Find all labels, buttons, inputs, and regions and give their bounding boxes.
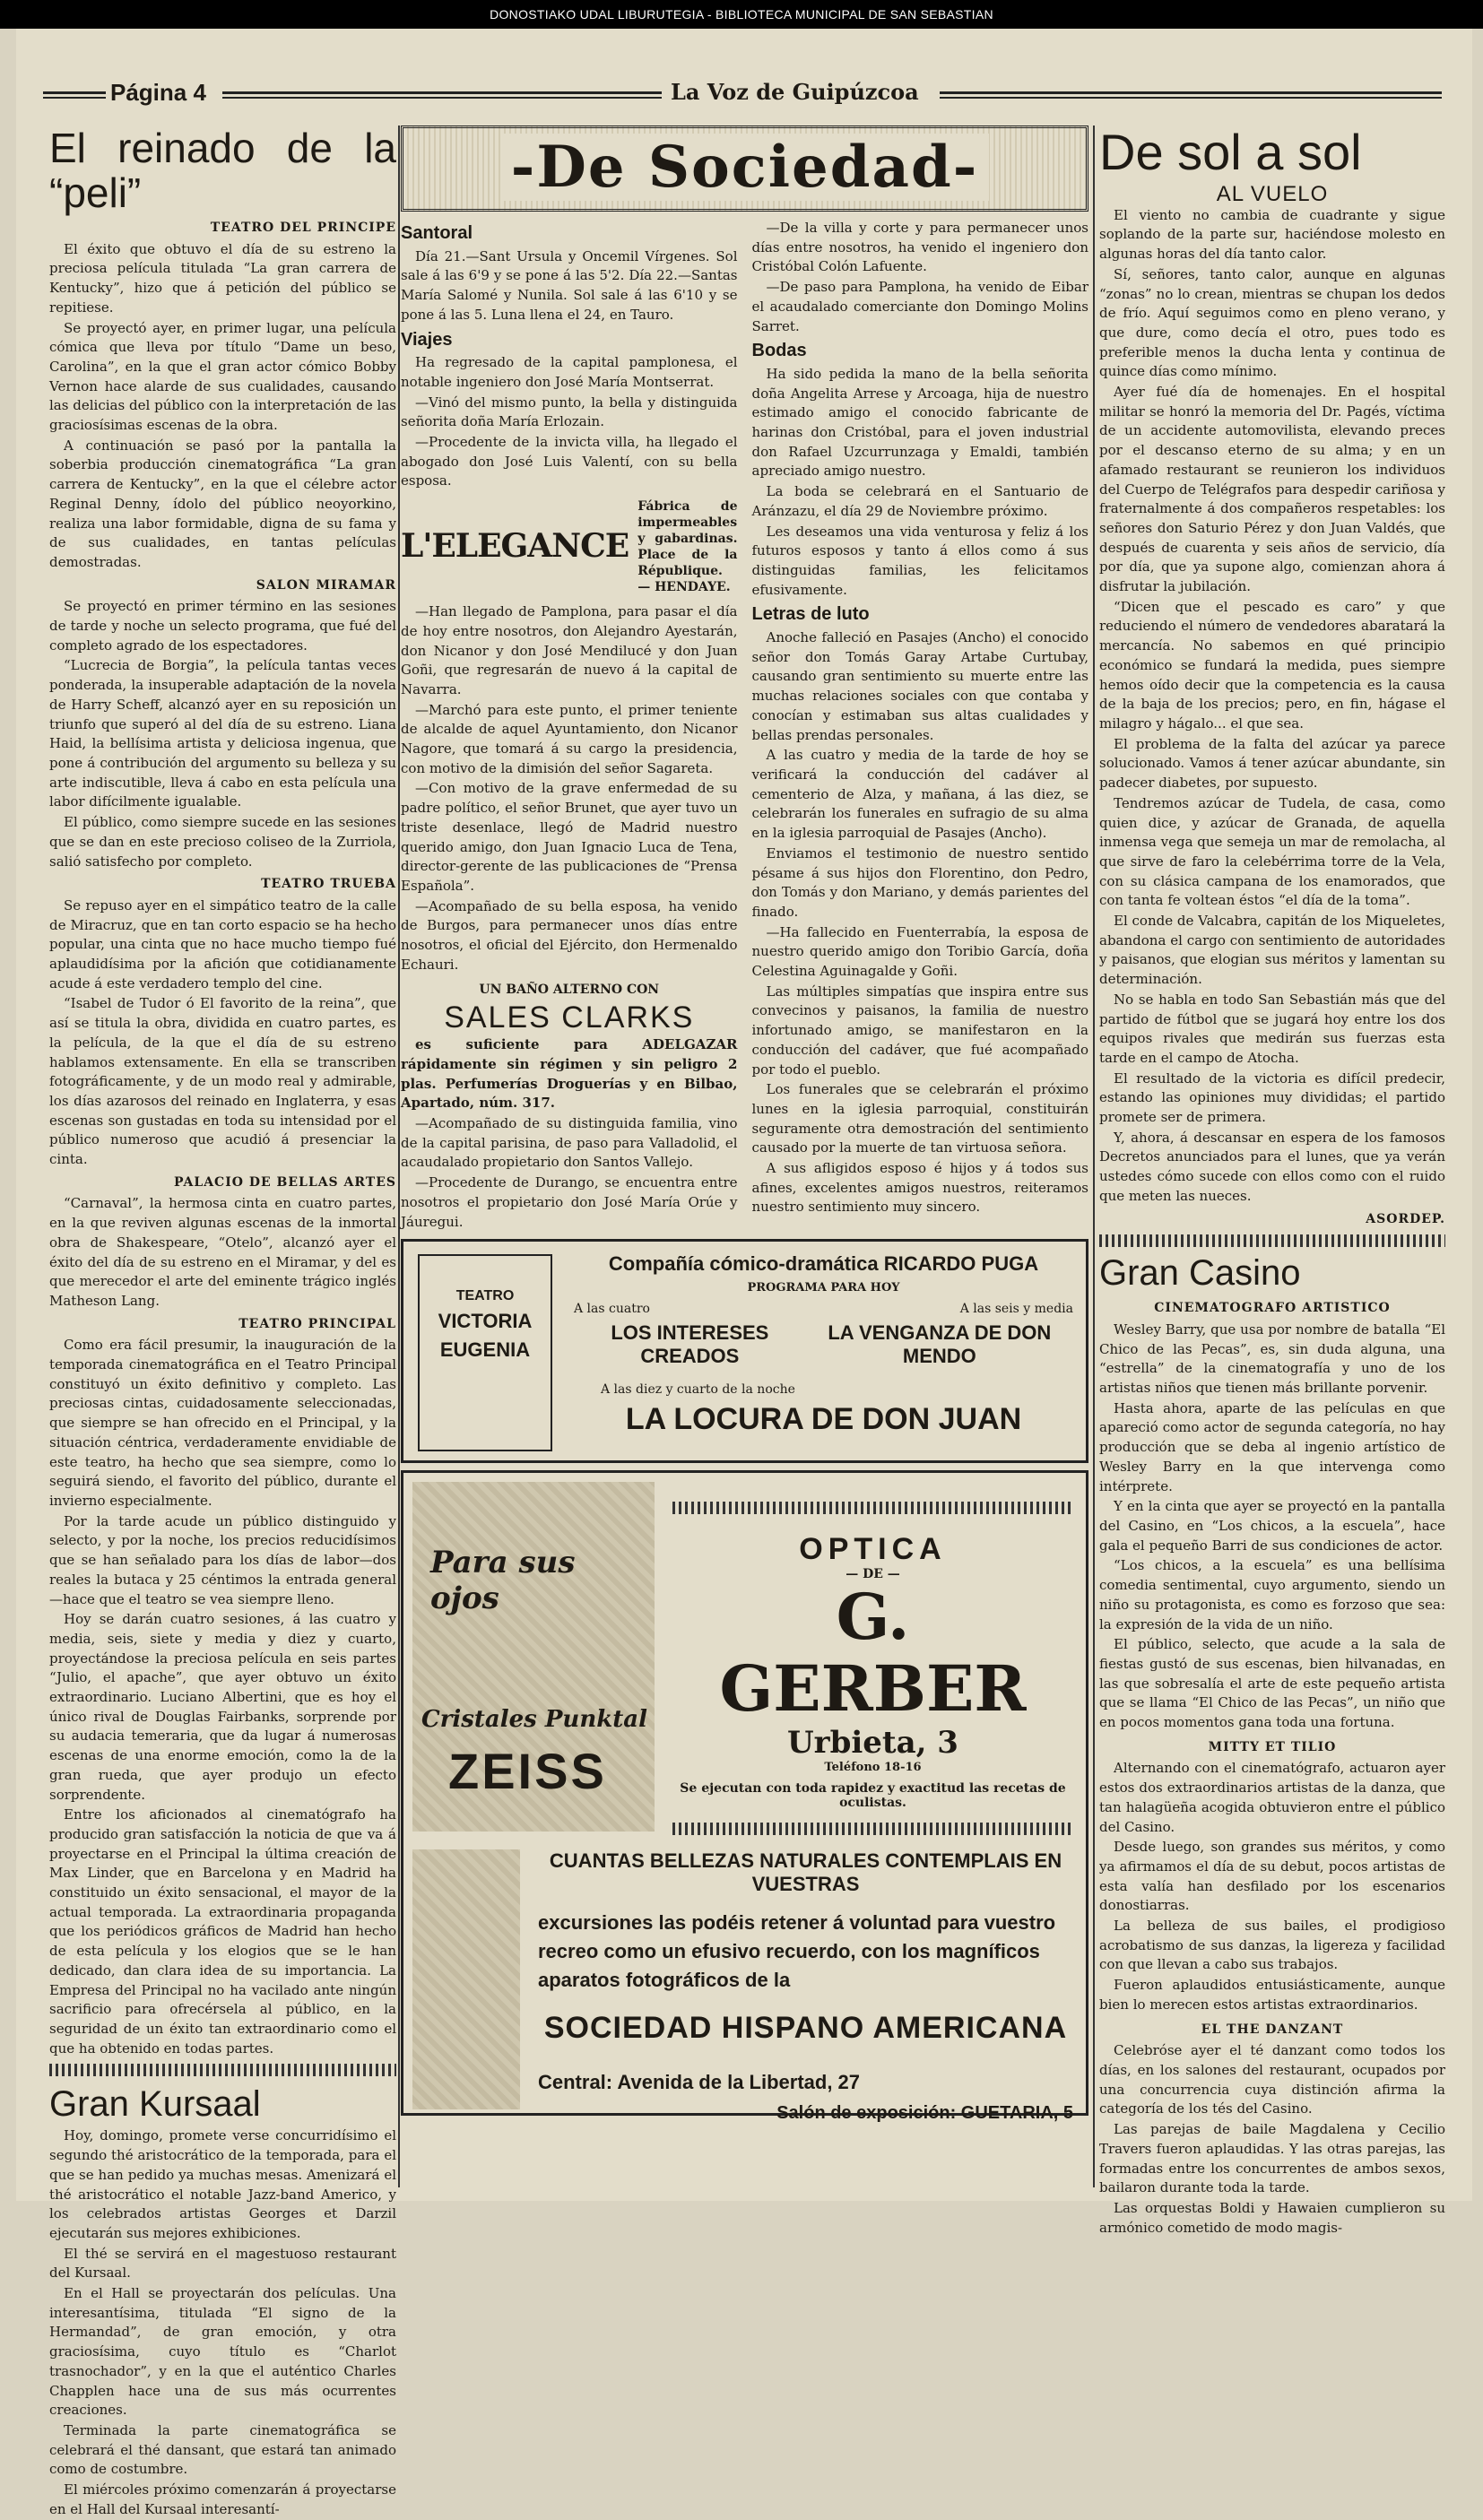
paragraph: El resultado de la victoria es difícil predecir, estando las opiniones muy divididas; el partido promete ser de primera.: [1099, 1069, 1445, 1126]
sales-pre: UN BAÑO ALTERNO CON: [479, 982, 660, 997]
section-head: TEATRO DEL PRINCIPE: [210, 221, 396, 235]
paragraph: El público, como siempre sucede en las sesiones que se dan en este precioso coliseo de la Zurriola, salió satisfecho por completo.: [49, 814, 396, 870]
paragraph: La boda se celebrará en el Santuario de Aránzazu, el día 29 de Noviembre próximo.: [751, 483, 1088, 519]
sales-text: es suficiente para ADELGAZAR rápidamente sin régimen y sin peligro 2 plas. Perfumerías Droguerías y en Bilbao, Apartado, núm. 317.: [401, 1036, 738, 1112]
paragraph: El thé se servirá en el magestuoso restaurant del Kursaal.: [49, 2245, 396, 2282]
paragraph: Hoy se darán cuatro sesiones, á las cuatro y media, seis, siete y media y diez y cuarto, proyectándose la preciosa película en seis partes “Julio, el apache”, que ayer obtuvo un éxito extraordinario. Luciano Albertini, que es hoy el único rival de Douglas Fairbanks, sorprende por su audacia temeraria, que da lugar á numerosas escenas de una enorme emoción, como la de la gran rueda, que ayer produjo un efecto sorprendente.: [49, 1611, 396, 1803]
paragraph: Se proyectó ayer, en primer lugar, una película cómica que lleva por título “Dame un beso, Carolina”, en la que el gran actor cómico Bobby Vernon hace alarde de sus cualidades, causando las delicias del público con la interpretación de las graciosísimas escenas de la obra.: [49, 319, 396, 434]
time-label: A las diez y cuarto de la noche: [601, 1382, 795, 1397]
section-head: PALACIO DE BELLAS ARTES: [173, 1174, 396, 1190]
paragraph: Entre los aficionados al cinematógrafo ha producido gran satisfacción la noticia de que va á proyectarse en el Principal la última creación de Max Linder, que en Barcelona y en Madrid ha constituido un éxito sensacional, el mayor de la actual temporada. La extraordinaria propaganda que los periódicos gráficos de Madrid han hecho de esta película y los elogios que se le han dedicado, dan clara idea de su importancia. La Empresa del Principal no ha vacilado ante ningún sacrificio para ofrecérsela al público, en la seguridad de un éxito tan extraordinario como el que ha obtenido en todas partes.: [49, 1806, 396, 2057]
column-divider-2: [1093, 126, 1095, 2187]
paragraph: Las parejas de baile Magdalena y Cecilio Travers fueron aplaudidas. Y las otras parejas, las formadas entre los concurrentes de ambos sexos, bailaron durante toda la tarde.: [1099, 2121, 1445, 2196]
optica-title: OPTICA: [799, 1532, 947, 1566]
play-title: LA VENGANZA DE DON MENDO: [828, 1321, 1052, 1367]
paragraph: Ayer fué día de homenajes. En el hospital militar se honró la memoria del Dr. Pagés, víctima de un accidente automovilista, elevando preces por el descanso eterno de su alma; y en un afamado restaurant se reunieron los individuos del Cuerpo de Telégrafos para despedir cariñosa y fraternalmente á dos compañeros respetables: los señores don Saturio Pérez y don Juan Valdés, que después de cuarenta y seis años de servicio, día por día, que ya supone algo, comienzan ahora á disfrutar la jubilación.: [1099, 384, 1445, 595]
ornament-rule: [1099, 1234, 1445, 1247]
gerber-name: G. GERBER: [719, 1580, 1027, 1726]
section-head-viajes: Viajes: [401, 329, 453, 350]
paragraph: Y, ahora, á descansar en espera de los famosos Decretos anunciados para el lunes, que ya verán ustedes cómo sucede con ellos como con el ruido que meten las nueces.: [1099, 1129, 1445, 1204]
section-head: MITTY ET TILIO: [1208, 1739, 1337, 1754]
column-divider-1: [398, 126, 400, 2187]
paragraph: “Lucrecia de Borgia”, la película tantas veces ponderada, la insuperable adaptación de la novela de Harry Scheff, alcanzó ayer en su reposición un triunfo que superó al del día de su estreno. Liana Haid, la bellísima artista y deliciosa ingenua, que pone á contribución del argumento su belleza y su arte indiscutible, lleva á cabo en esta película una labor difícilmente igualable.: [49, 657, 396, 810]
column-sol: [1099, 126, 1445, 2239]
paragraph: El éxito que obtuvo el día de su estreno la preciosa película titulada “La gran carrera de Kentucky”, hizo que á petición del público se repitiese.: [49, 240, 396, 316]
paragraph: “Dicen que el pescado es caro” y que reduciendo el número de vendedores abaratará la mercancía. No sabemos en qué principio económico se fundará la medida, pues siempre hemos oído decir que la competencia es la causa de la baja de los precios; pero, en fin, hágase el milagro y hágalo... el que sea.: [1099, 598, 1445, 732]
section-head-bodas: Bodas: [751, 341, 807, 361]
eyes-illustration: [412, 1482, 655, 1832]
article-title-casino: Gran Casino: [1099, 1253, 1301, 1294]
salon-address: Salón de exposición: GUETARIA, 5: [776, 2103, 1073, 2123]
paragraph: El conde de Valcabra, capitán de los Miqueletes, abandona el cargo con sentimiento de autoridades y paisanos, que elogian sus méritos y lamentan su determinación.: [1099, 913, 1445, 988]
optica-script: Para sus ojos: [430, 1545, 576, 1616]
zeiss-brand: ZEISS: [448, 1743, 607, 1799]
paragraph: Wesley Barry, que usa por nombre de batalla “El Chico de las Pecas”, es, sin duda alguna, una “estrella” de la cinematografía y uno de los artistas niños que tienen más brillante porvenir.: [1099, 1321, 1445, 1397]
paragraph: A sus afligidos esposo é hijos y á todos sus afines, excelentes amigos nuestros, reiteramos nuestro sentimiento muy sincero.: [751, 1160, 1088, 1216]
paragraph: —Acompañado de su bella esposa, ha venido de Burgos, para permanecer unos días entre nosotros, el oficial del Ejército, don Hermenaldo Echauri.: [401, 897, 738, 973]
section-head: SALON MIRAMAR: [256, 577, 396, 593]
ornament-rule: [49, 2064, 396, 2076]
paragraph: Desde luego, son grandes sus méritos, y como ya afirmamos el día de su debut, pocos artistas de esta valía han desfilado por los escenarios donostiarras.: [1099, 1839, 1445, 1914]
punktal-brand: Cristales Punktal: [421, 1706, 647, 1733]
paragraph: En el Hall se proyectarán dos películas. Una interesantísima, titulada “El signo de la Hermandad”, de gran emoción, y otra graciosísima, cuyo título es “Charlot trasnochador”, y en la que el auténtico Charles Chapplen hace una de sus más ocurrentes creaciones.: [49, 2285, 396, 2419]
theater-ad: [401, 1239, 1088, 1463]
victoria-eugenia-logo: [418, 1254, 552, 1451]
logo-line: EUGENIA: [439, 1338, 531, 1361]
paragraph: A las cuatro y media de la tarde de hoy se verificará la conducción del cadáver al cementerio de Alza, y mañana, á las diez, se celebrarán los funerales en sufragio de su alma en la iglesia parroquial de Pasajes (Ancho).: [751, 747, 1088, 842]
paragraph: Les deseamos una vida venturosa y feliz á los futuros esposos y tanto á ellos como á sus distinguidas familias, les felicitamos efusivamente.: [751, 523, 1088, 598]
logo-line: TEATRO: [455, 1288, 515, 1303]
gerber-street: Urbieta, 3: [787, 1725, 958, 1761]
paragraph: Se repuso ayer en el simpático teatro de la calle de Miracruz, que en tan corto espacio se ha hecho popular, una cinta que no hace mucho tiempo fué aplaudidísima por la afición que cotidianamente acude á este verdadero templo del cine.: [49, 896, 396, 992]
paragraph: Hasta ahora, aparte de las películas en que apareció como actor de segunda categoría, no hay producción que se deba al ingenio artístico de Wesley Barry en la que intervenga como intérprete.: [1099, 1399, 1445, 1494]
paragraph: —Ha fallecido en Fuenterrabía, la esposa de nuestro querido amigo don Toribio García, doña Celestina Aguinagalde y Goñi.: [751, 923, 1088, 980]
section-head-luto: Letras de luto: [751, 604, 870, 625]
play-title: LA LOCURA DE DON JUAN: [625, 1402, 1022, 1436]
paragraph: —De la villa y corte y para permanecer unos días entre nosotros, ha venido el ingeniero don Cristóbal Colón Lafuente.: [751, 220, 1088, 275]
paragraph: Las orquestas Boldi y Hawaien cumplieron su armónico cometido de modo magis-: [1099, 2199, 1445, 2236]
time-label: A las seis y media: [959, 1302, 1073, 1316]
paragraph: El problema de la falta del azúcar ya parece solucionado. Vamos á tener azúcar abundante, sin padecer diabetes, por supuesto.: [1099, 735, 1445, 792]
article-title-kursaal: Gran Kursaal: [49, 2084, 261, 2125]
column-cinema: [49, 126, 396, 2520]
paragraph: —Marchó para este punto, el primer teniente de alcalde de aquel Ayuntamiento, don Nicanor Nagore, que tomará á su cargo la presidencia, con motivo de la dimisión del señor Sagareta.: [401, 701, 738, 776]
article-title-peli: El reinado de la “peli”: [49, 125, 396, 216]
section-head: EL THE DANZANT: [1201, 2022, 1344, 2037]
header-rule-mid: [222, 91, 662, 99]
ornament-rule: [672, 1823, 1073, 1835]
elegance-ad: [401, 498, 738, 595]
company-hispano: SOCIEDAD HISPANO AMERICANA: [543, 2011, 1068, 2045]
society-banner: [401, 126, 1088, 212]
photo-text: excursiones las podéis retener á voluntad para vuestro recreo como un efusivo recuerdo, con los magníficos aparatos fotográficos de la: [538, 1911, 1056, 1991]
paragraph: Fueron aplaudidos entusiásticamente, aunque bien lo merecen estos artistas extraordinarios.: [1099, 1977, 1445, 2013]
paragraph: El miércoles próximo comenzarán á proyectarse en el Hall del Kursaal interesantí-: [49, 2481, 396, 2517]
section-head: TEATRO TRUEBA: [261, 877, 396, 892]
paragraph: Se proyectó en primer término en las sesiones de tarde y noche un selecto programa, que fué del completo agrado de los espectadores.: [49, 598, 396, 654]
article-subtitle: AL VUELO: [1216, 182, 1329, 206]
sales-clarks-ad: SALES CLARKS: [444, 1000, 695, 1035]
header-rule-left: [43, 91, 106, 99]
photo-headline: CUANTAS BELLEZAS NATURALES CONTEMPLAIS EN VUESTRAS: [549, 1849, 1062, 1895]
paragraph: Anoche falleció en Pasajes (Ancho) el conocido señor don Tomás Garay Artabe Curtubay, causando gran sentimiento su muerte entre las muchas relaciones sociales con que contaba y conocían y estimaban sus altas cualidades y bellas prendas personales.: [751, 629, 1088, 743]
paragraph: —Acompañado de su distinguida familia, vino de la capital parisina, de paso para Valladolid, el acaudalado propietario don Santos Vallejo.: [401, 1115, 738, 1171]
society-left: [401, 219, 738, 1233]
section-head-santoral: Santoral: [401, 223, 473, 243]
paragraph: Como era fácil presumir, la inauguración de la temporada cinematográfica en el Teatro Principal constituyó un éxito definitivo y completo. Las preciosas cintas, cuidadosamente seleccionadas, que siempre se han ofrecido en el Principal, y la situación céntrica, verdaderamente envidiable de este teatro, ha hecho que sea siempre, como lo seguirá siendo, el favorito del público, durante el invierno especialmente.: [49, 1337, 396, 1509]
gerber-note: Se ejecutan con toda rapidez y exactitud las recetas de oculistas.: [680, 1781, 1066, 1810]
company-name: Compañía cómico-dramática RICARDO PUGA: [608, 1252, 1039, 1275]
paragraph: Alternando con el cinematógrafo, actuaron ayer estos dos extraordinarios artistas de la danza, que tan halagüeña acogida obtuvieron entre el público del Casino.: [1099, 1760, 1445, 1835]
header-rule-right: [940, 91, 1442, 99]
paragraph: Celebróse ayer el té danzant como todos los días, en los salones del restaurant, ocupados por una concurrencia cuya distinción afirma la categoría de los tés del Casino.: [1099, 2042, 1445, 2117]
paragraph: —Vinó del mismo punto, la bella y distinguida señorita doña María Erlozain.: [401, 394, 738, 430]
time-label: A las cuatro: [574, 1302, 650, 1316]
paragraph: Sí, señores, tanto calor, aunque en algunas “zonas” no lo crean, mientras se chupan los dedos de frío. Aquí seguimos como en pleno verano, y que dure, como decía el otro, pues todo es preferible menos la ducha lenta y continua de quince días como mínimo.: [1099, 265, 1445, 380]
program-head: PROGRAMA PARA HOY: [747, 1281, 900, 1295]
section-head: CINEMATOGRAFO ARTISTICO: [1154, 1301, 1391, 1316]
page-number: Página 4: [110, 79, 206, 106]
paragraph: —De paso para Pamplona, ha venido de Eibar el acaudalado comerciante don Domingo Molins Sarret.: [751, 279, 1088, 334]
optica-de: — DE —: [846, 1567, 900, 1581]
paragraph: Las múltiples simpatías que inspira entre sus convecinos y paisanos, la familia de nuestro infortunado amigo, se manifestaron en la conducción del cadáver, que fué acompañado por todo el pueblo.: [751, 983, 1088, 1078]
paragraph: Enviamos el testimonio de nuestro sentido pésame á sus hijos don Florentino, don Pedro, don Tomás y don Mariano, y demás parientes del finado.: [751, 844, 1088, 920]
paragraph: Los funerales que se celebrarán el próximo lunes en la iglesia parroquial, constituirán seguramente otra demostración del sentimiento causado por la muerte de tan virtuosa señora.: [751, 1081, 1088, 1156]
page-header: [43, 79, 1442, 111]
article-title-sol: De sol a sol: [1099, 124, 1362, 180]
paragraph: —Con motivo de la grave enfermedad de su padre político, el señor Brunet, que ayer tuvo un triste desenlace, llegó de Madrid nuestro querido amigo, don Juan Ignacio Luca de Tena, director-gerente de las publicaciones de “Prensa Española”.: [401, 780, 738, 894]
signature: ASORDEP.: [1366, 1211, 1445, 1226]
paragraph: “Los chicos, a la escuela” es una bellísima comedia sentimental, cuyo argumento, siendo un niño su protagonista, es como es forzoso que sea: la expresión de la vida de un niño.: [1099, 1557, 1445, 1632]
paragraph: El público, selecto, que acude a la sala de fiestas gustó de sus escenas, bien hilvanadas, en las que sobresalía el arte de este pequeño artista que se llama “El Chico de las Pecas”, un niño que en pocos momentos gana toda una fortuna.: [1099, 1636, 1445, 1731]
section-head: TEATRO PRINCIPAL: [238, 1316, 396, 1331]
archive-banner: DONOSTIAKO UDAL LIBURUTEGIA - BIBLIOTECA MUNICIPAL DE SAN SEBASTIAN: [0, 0, 1483, 29]
society-right: [752, 219, 1089, 1233]
paragraph: —Procedente de la invicta villa, ha llegado el abogado don José Luis Valentí, con su bella esposa.: [401, 434, 738, 489]
paragraph: —Procedente de Durango, se encuentra entre nosotros el propietario don José María Orúe y Jáuregui.: [401, 1174, 738, 1230]
paragraph: Ha regresado de la capital pamplonesa, el notable ingeniero don José María Montserrat.: [401, 354, 738, 390]
paragraph: Terminada la parte cinematográfica se celebrará el thé dansant, que estará tan animado como de costumbre.: [49, 2421, 396, 2478]
central-address: Central: Avenida de la Libertad, 27: [538, 2071, 861, 2093]
gerber-phone: Teléfono 18-16: [824, 1761, 922, 1774]
paragraph: Hoy, domingo, promete verse concurridísimo el segundo thé aristocrático de la temporada, para el que se han pedido ya muchas mesas. Amenizará el thé aristocrático el notable Jazz-band Americo, y los celebrados artistas Georges et Darzil ejecutarán sus mejores exhibiciones.: [49, 2127, 396, 2241]
paragraph: El viento no cambia de cuadrante y sigue soplando de la parte sur, haciéndose molesto en algunas horas del día tanto calor.: [1099, 206, 1445, 263]
paragraph: “Isabel de Tudor ó El favorito de la reina”, que así se titula la obra, dividida en cuatro partes, es la película, de la que el día de su estreno hablamos extensamente. En ella se transcriben fotográficamente, y de un modo real y admirable, los días azarosos del reinado en Inglaterra, y esas escenas son gustadas en toda su intensidad por el público numeroso que acudió á presenciar la cinta.: [49, 995, 396, 1168]
elegance-text: Fábrica de impermeables y gabardinas. Place de la République. — HENDAYE.: [637, 499, 738, 595]
optica-ad: [401, 1470, 1088, 2123]
paragraph: No se habla en todo San Sebastián más que del partido de fútbol que se jugará hoy entre los dos equipos rivales que medirán sus fuerzas esta tarde en el campo de Atocha.: [1099, 991, 1445, 1066]
paragraph: —Han llegado de Pamplona, para pasar el día de hoy entre nosotros, don Alejandro Ayestarán, don Nicanor y don José Mendilucé y don Juan Goñi, que regresarán de nuevo á la capital de Navarra.: [401, 603, 738, 697]
play-title: LOS INTERESES CREADOS: [611, 1321, 769, 1367]
paragraph: La belleza de sus bailes, el prodigioso acrobatismo de sus danzas, la ligereza y facilidad con que llevan a cabo sus trabajos.: [1099, 1918, 1445, 1973]
paragraph: Día 21.—Sant Ursula y Oncemil Vírgenes. Sol sale á las 6'9 y se pone á las 5'2. Día 22.—Santas María Salomé y Nunila. Sol sale á las 6'10 y se pone á las 5. Luna llena el 24, en Tauro.: [401, 247, 738, 323]
paragraph: Y en la cinta que ayer se proyectó en la pantalla del Casino, en “Los chicos, a la escuela”, hace gala el pequeño Barri de sus condiciones de actor.: [1099, 1498, 1445, 1554]
column-society: [401, 126, 1088, 1233]
camera-illustration: [412, 1849, 520, 2109]
paragraph: “Carnaval”, la hermosa cinta en cuatro partes, en la que reviven algunas escenas de la inmortal obra de Shakespeare, “Otelo”, alcanzó ayer el éxito del día de su estreno en el Miramar, y del es que merecedor el arte del eminente trágico inglés Matheson Lang.: [49, 1195, 396, 1309]
paragraph: A continuación se pasó por la pantalla la soberbia producción cinematográfica “La gran carrera de Kentucky”, en la que el célebre actor Reginal Denny, ídolo del público neoyorkino, realiza una labor formidable, digna de su fama y de sus cualidades, en tantas películas demostradas.: [49, 437, 396, 570]
elegance-logo: L'ELEGANCE: [401, 527, 629, 566]
paragraph: Ha sido pedida la mano de la bella señorita doña Angelita Arrese y Arcoaga, hija de nuestro estimado amigo el conocido fabricante de harinas don Cristóbal, para el joven industrial don Rafael Uzcurrunzaga y Emaldi, también apreciado amigo nuestro.: [751, 365, 1088, 480]
ornament-rule: [672, 1502, 1073, 1514]
masthead: La Voz de Guipúzcoa: [671, 79, 919, 105]
paragraph: Por la tarde acude un público distinguido y selecto, y por la noche, los precios reducidísimos que se han señalado para los días de labor—dos reales la butaca y 25 céntimos la entrada general—hace que el teatro se vea siempre lleno.: [49, 1512, 396, 1607]
logo-line: VICTORIA: [438, 1310, 533, 1332]
paragraph: Tendremos azúcar de Tudela, de casa, como quien dice, y azúcar de Granada, de aquella inmensa vega que semeja un mar de remolacha, al que sirve de faro la celebérrima torre de la Vela, con su clásica campana de los enamorados, que con tanta fe voltean éstos “el día de la toma”.: [1099, 794, 1446, 909]
banner-text: -De Sociedad-: [500, 134, 990, 201]
